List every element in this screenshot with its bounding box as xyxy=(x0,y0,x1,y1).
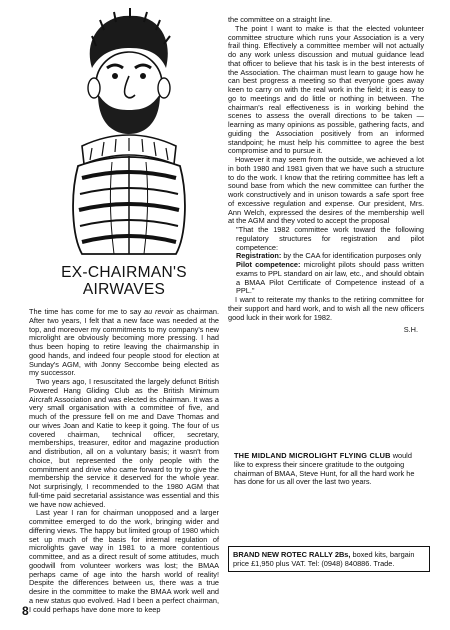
signoff-initials: S.H. xyxy=(403,325,418,335)
chairman-caricature-illustration xyxy=(52,6,202,256)
headline-line-2: AIRWAVES xyxy=(82,281,166,298)
headline-line-1: EX-CHAIRMAN'S xyxy=(61,264,187,281)
paragraph: the committee on a straight line. xyxy=(228,15,333,24)
paragraph: However it may seem from the outside, we achieved a lot in both 1980 and 1981 given that we have such a structure to do the work. I know that the retiring committee has left a sound base from which the new committee can further the work constructively and in unison towards a safe sport free of excessive regulation and expense. Our president, Mrs. Ann Welch, expressed the desires of the membership well at the AGM and they voted to accept the proposal xyxy=(228,155,424,226)
club-notice-text: would like to express their sincere gratitude to the outgoing chairman of BMAA, Steve Hunt, for all the hard work he has done for us all over the last two years. xyxy=(234,451,415,487)
paragraph-text: The time has come for me to say xyxy=(29,307,145,316)
page-number: 8 xyxy=(22,604,29,618)
italic-phrase: au revoir xyxy=(144,307,174,316)
pilot-competence-label: Pilot competence: xyxy=(236,260,301,269)
paragraph: Last year I ran for chairman unopposed and a larger committee emerged to do the work, bringing wider and differing views. The happy but limited group of 1980 which set up much of the basis for internal regulation of microlights gave way in 1981 to a more contentious committee, and as a direct result of some attitudes, much goodwill from volunteer workers was lost; the BMAA perhaps came of age into the harsh world of reality! Despite the differences between us, there was a true desire in the committee to make the BMAA work well and a new status quo evolved. Had I been a perfect chairman, I could perhaps have done more to keep xyxy=(29,508,219,614)
club-notice-title: THE MIDLAND MICROLIGHT FLYING CLUB xyxy=(234,451,391,460)
classified-advert xyxy=(228,546,430,572)
left-column xyxy=(29,308,219,614)
paragraph: Two years ago, I resuscitated the largely defunct British Powered Hang Gliding Club as the British Minimum Aircraft Association and was elected its chairman. It was a very small organisation with a committee of five, and much of the pressure fell on me and Dave Thomas and our wives Joan and Katie to keep it going. The four of us covered chairman, technical officer, secretary, memberships, treasurer, editor and magazine production and distribution, all on a voluntary basis; it wasn't from choice, but represented the only people with the commitment and drive who came forward to try to give the membership the service it deserved for the whole year. Not surprisingly, I recommended to the 1980 AGM that full-time paid secretarial assistance was essential and this we have now achieved. xyxy=(29,377,219,509)
quote-intro: "That the 1982 committee work toward the following regulatory structures for registration and pilot competence: xyxy=(236,225,424,252)
quote-pilot-competence xyxy=(236,261,424,296)
pilot-competence-text: microlight pilots should pass written exams to PPL standard on air law, etc., and should obtain a BMAA Pilot Certificate of Competence instead of a PPL." xyxy=(236,260,424,296)
club-notice xyxy=(234,452,424,487)
advert-headline: BRAND NEW ROTEC RALLY 2Bs, xyxy=(233,550,351,559)
registration-text: by the CAA for identification purposes only xyxy=(281,251,422,261)
registration-label: Registration: xyxy=(236,251,282,261)
paragraph: I want to reiterate my thanks to the retiring committee for their support and hard work, and to wish all the new officers good luck in their work for 1982. xyxy=(228,295,424,322)
paragraph-text: as chairman. After two years, I felt that a new face was needed at the top, and moreover my commitments to my company's new microlight are obviously becoming more pressing. I had thus been hoping to retire leaving the chairmanship in good hands, and indeed four people stood for election at Sunday's AGM, with Jonny Seccombe being elected as my successor. xyxy=(29,307,219,378)
proposal-quote xyxy=(236,226,424,296)
advert-text: boxed kits, bargain price £1,950 plus VAT. Tel: (0948) 840886. Trade. xyxy=(233,550,415,568)
paragraph xyxy=(29,308,219,378)
paragraph: The point I want to make is that the elected volunteer committee structure which runs your Association is a very frail thing. Effectively a committee member will not actually do any work unless discussion and mutual guidance lead that officer to believe that his task is in the best interests of the Association. The chairman must learn to gauge how he can best progress a meeting so that everyone goes away keen to carry on with the real work in the field; it is easy to go to meetings and do little or nothing in between. The chairman's real effectiveness is in working behind the scenes to assess the overall directions to be taken — learning as many opinions as possible, gathering facts, and guiding the Association positively from an informed standpoint; he must help his committee to agree the best compromise and to pursue it. xyxy=(228,23,424,156)
right-column xyxy=(228,16,424,335)
article-headline xyxy=(29,264,219,298)
